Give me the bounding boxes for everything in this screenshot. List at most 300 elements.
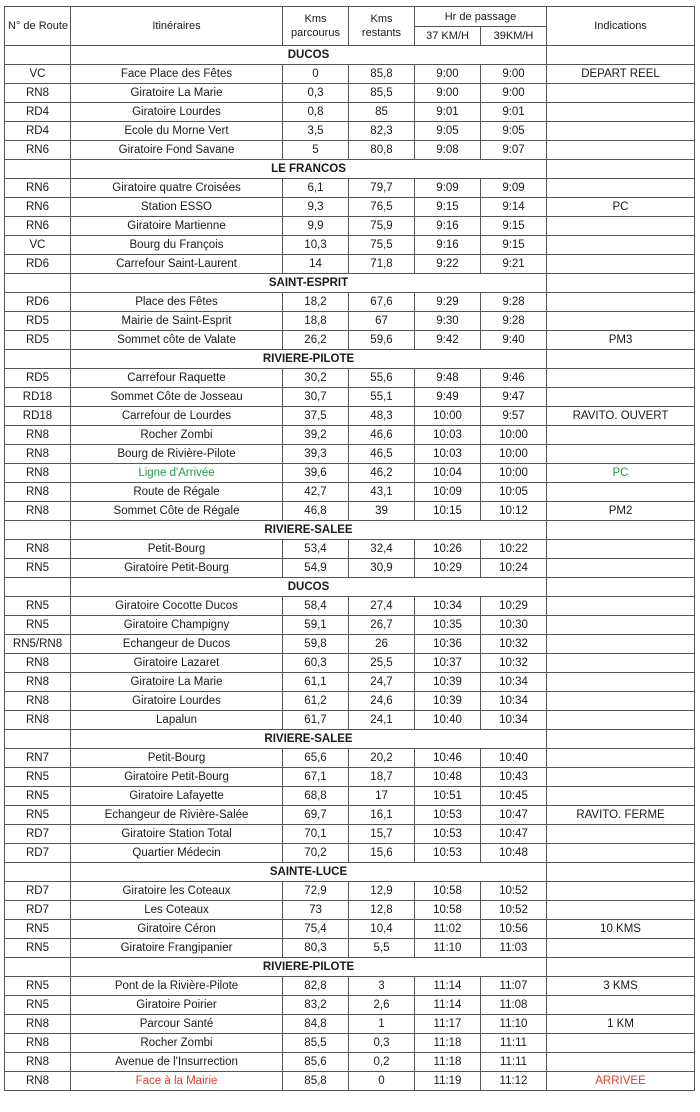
header-hr-passage: Hr de passage: [415, 7, 547, 27]
kms-parcourus-cell: 42,7: [283, 483, 349, 502]
route-cell: RN8: [5, 445, 71, 464]
kms-parcourus-cell: 83,2: [283, 996, 349, 1015]
indication-cell: [547, 882, 695, 901]
section-title: RIVIERE-PILOTE: [71, 350, 547, 369]
header-kms-restants: [349, 7, 415, 46]
indication-cell: [547, 939, 695, 958]
route-cell: RN8: [5, 464, 71, 483]
indication-cell: 1 KM: [547, 1015, 695, 1034]
kms-restants-cell: 85: [349, 103, 415, 122]
kms-parcourus-cell: 61,7: [283, 711, 349, 730]
table-row: [5, 597, 695, 616]
indication-cell: [547, 122, 695, 141]
place-cell: Echangeur de Rivière-Salée: [71, 806, 283, 825]
kms-parcourus-cell: 70,2: [283, 844, 349, 863]
table-row: [5, 122, 695, 141]
table-row: [5, 217, 695, 236]
table-row: [5, 84, 695, 103]
kms-parcourus-cell: 68,8: [283, 787, 349, 806]
place-cell: Giratoire Petit-Bourg: [71, 768, 283, 787]
kms-parcourus-cell: 39,6: [283, 464, 349, 483]
time-39-cell: 10:34: [481, 711, 547, 730]
table-row: [5, 255, 695, 274]
place-cell: Place des Fêtes: [71, 293, 283, 312]
kms-parcourus-cell: 59,8: [283, 635, 349, 654]
table-row: [5, 103, 695, 122]
section-indication-cell: [547, 958, 695, 977]
time-39-cell: 9:00: [481, 65, 547, 84]
route-cell: RN8: [5, 1015, 71, 1034]
time-37-cell: 10:00: [415, 407, 481, 426]
section-title: RIVIERE-SALEE: [71, 521, 547, 540]
time-37-cell: 10:53: [415, 825, 481, 844]
place-cell: Petit-Bourg: [71, 749, 283, 768]
indication-cell: [547, 996, 695, 1015]
route-cell: VC: [5, 65, 71, 84]
kms-parcourus-cell: 26,2: [283, 331, 349, 350]
place-cell: Giratoire les Coteaux: [71, 882, 283, 901]
route-cell: RN8: [5, 84, 71, 103]
place-cell: Pont de la Rivière-Pilote: [71, 977, 283, 996]
place-cell: Giratoire Lourdes: [71, 103, 283, 122]
table-row: [5, 901, 695, 920]
table-row: [5, 749, 695, 768]
route-schedule-table: [4, 6, 695, 1091]
time-39-cell: 9:09: [481, 179, 547, 198]
kms-restants-cell: 20,2: [349, 749, 415, 768]
time-37-cell: 11:14: [415, 977, 481, 996]
indication-cell: [547, 540, 695, 559]
indication-cell: [547, 179, 695, 198]
time-37-cell: 10:39: [415, 673, 481, 692]
kms-restants-cell: 2,6: [349, 996, 415, 1015]
section-indication-cell: [547, 274, 695, 293]
kms-restants-cell: 16,1: [349, 806, 415, 825]
route-cell: RN6: [5, 217, 71, 236]
kms-parcourus-cell: 85,8: [283, 1072, 349, 1091]
kms-restants-cell: 39: [349, 502, 415, 521]
time-37-cell: 10:29: [415, 559, 481, 578]
place-cell: Route de Régale: [71, 483, 283, 502]
time-39-cell: 10:48: [481, 844, 547, 863]
route-cell: RD18: [5, 388, 71, 407]
kms-restants-cell: 46,5: [349, 445, 415, 464]
kms-parcourus-cell: 5: [283, 141, 349, 160]
kms-parcourus-cell: 18,2: [283, 293, 349, 312]
indication-cell: [547, 217, 695, 236]
time-37-cell: 10:03: [415, 445, 481, 464]
section-route-cell: [5, 730, 71, 749]
time-39-cell: 10:43: [481, 768, 547, 787]
indication-cell: [547, 255, 695, 274]
place-cell: Giratoire Poirier: [71, 996, 283, 1015]
indication-cell: [547, 141, 695, 160]
route-cell: RD5: [5, 312, 71, 331]
kms-parcourus-cell: 58,4: [283, 597, 349, 616]
kms-parcourus-cell: 69,7: [283, 806, 349, 825]
time-37-cell: 10:26: [415, 540, 481, 559]
section-route-cell: [5, 160, 71, 179]
time-37-cell: 10:46: [415, 749, 481, 768]
route-cell: RN8: [5, 502, 71, 521]
table-row: [5, 616, 695, 635]
time-37-cell: 9:15: [415, 198, 481, 217]
time-39-cell: 9:05: [481, 122, 547, 141]
table-row: [5, 692, 695, 711]
section-indication-cell: [547, 730, 695, 749]
kms-restants-cell: 15,6: [349, 844, 415, 863]
kms-restants-cell: 0: [349, 1072, 415, 1091]
route-cell: RN5/RN8: [5, 635, 71, 654]
kms-parcourus-cell: 39,3: [283, 445, 349, 464]
section-indication-cell: [547, 863, 695, 882]
indication-cell: [547, 787, 695, 806]
place-cell: Quartier Médecin: [71, 844, 283, 863]
indication-cell: [547, 844, 695, 863]
kms-restants-cell: 32,4: [349, 540, 415, 559]
kms-parcourus-cell: 67,1: [283, 768, 349, 787]
time-37-cell: 10:04: [415, 464, 481, 483]
header-kms-parcourus: [283, 7, 349, 46]
place-cell: Station ESSO: [71, 198, 283, 217]
route-cell: RD5: [5, 369, 71, 388]
section-route-cell: [5, 350, 71, 369]
kms-restants-cell: 12,9: [349, 882, 415, 901]
section-row: [5, 958, 695, 977]
kms-restants-cell: 67: [349, 312, 415, 331]
time-39-cell: 9:00: [481, 84, 547, 103]
kms-parcourus-cell: 65,6: [283, 749, 349, 768]
kms-parcourus-cell: 59,1: [283, 616, 349, 635]
section-row: [5, 274, 695, 293]
table-row: [5, 1015, 695, 1034]
kms-parcourus-cell: 60,3: [283, 654, 349, 673]
header-kms-parcourus-line2: parcourus: [291, 27, 340, 39]
route-cell: RN8: [5, 673, 71, 692]
table-row: [5, 179, 695, 198]
table-row: [5, 236, 695, 255]
time-39-cell: 9:47: [481, 388, 547, 407]
indication-cell: [547, 635, 695, 654]
time-37-cell: 11:18: [415, 1034, 481, 1053]
indication-cell: [547, 483, 695, 502]
indication-cell: [547, 673, 695, 692]
table-row: [5, 996, 695, 1015]
table-body: [5, 46, 695, 1091]
time-37-cell: 11:14: [415, 996, 481, 1015]
route-cell: RN7: [5, 749, 71, 768]
time-37-cell: 9:16: [415, 236, 481, 255]
time-39-cell: 10:00: [481, 445, 547, 464]
table-row: [5, 1034, 695, 1053]
place-cell: Giratoire La Marie: [71, 84, 283, 103]
table-row: [5, 483, 695, 502]
indication-cell: [547, 1053, 695, 1072]
route-cell: RN5: [5, 559, 71, 578]
place-cell: Avenue de l'Insurrection: [71, 1053, 283, 1072]
route-cell: RN8: [5, 654, 71, 673]
section-title: RIVIERE-SALEE: [71, 730, 547, 749]
indication-cell: [547, 236, 695, 255]
kms-restants-cell: 55,1: [349, 388, 415, 407]
kms-restants-cell: 79,7: [349, 179, 415, 198]
time-39-cell: 11:10: [481, 1015, 547, 1034]
time-39-cell: 9:07: [481, 141, 547, 160]
section-route-cell: [5, 274, 71, 293]
time-39-cell: 10:30: [481, 616, 547, 635]
time-37-cell: 10:40: [415, 711, 481, 730]
indication-cell: [547, 312, 695, 331]
time-37-cell: 10:36: [415, 635, 481, 654]
route-cell: RD7: [5, 825, 71, 844]
kms-restants-cell: 24,1: [349, 711, 415, 730]
header-route-number: N° de Route: [5, 7, 71, 46]
table-row: [5, 673, 695, 692]
kms-restants-cell: 18,7: [349, 768, 415, 787]
indication-cell: [547, 293, 695, 312]
kms-parcourus-cell: 61,1: [283, 673, 349, 692]
place-cell: Lapalun: [71, 711, 283, 730]
indication-cell: [547, 559, 695, 578]
kms-restants-cell: 15,7: [349, 825, 415, 844]
indication-cell: [547, 768, 695, 787]
header-itineraire: Itinéraires: [71, 7, 283, 46]
table-row: [5, 464, 695, 483]
table-row: [5, 939, 695, 958]
indication-cell: [547, 445, 695, 464]
kms-parcourus-cell: 14: [283, 255, 349, 274]
kms-restants-cell: 0,2: [349, 1053, 415, 1072]
section-row: [5, 863, 695, 882]
indication-cell: [547, 388, 695, 407]
time-39-cell: 10:00: [481, 464, 547, 483]
time-39-cell: 9:15: [481, 217, 547, 236]
table-row: [5, 407, 695, 426]
time-37-cell: 9:09: [415, 179, 481, 198]
place-cell: Bourg du François: [71, 236, 283, 255]
table-row: [5, 559, 695, 578]
route-cell: RN8: [5, 426, 71, 445]
kms-restants-cell: 26,7: [349, 616, 415, 635]
kms-restants-cell: 30,9: [349, 559, 415, 578]
route-cell: RN6: [5, 141, 71, 160]
time-37-cell: 10:09: [415, 483, 481, 502]
kms-parcourus-cell: 54,9: [283, 559, 349, 578]
place-cell: Giratoire Petit-Bourg: [71, 559, 283, 578]
time-39-cell: 9:14: [481, 198, 547, 217]
table-row: [5, 920, 695, 939]
place-cell: Carrefour de Lourdes: [71, 407, 283, 426]
table-row: [5, 787, 695, 806]
time-37-cell: 10:34: [415, 597, 481, 616]
table-row: [5, 198, 695, 217]
table-row: [5, 1053, 695, 1072]
time-39-cell: 10:00: [481, 426, 547, 445]
route-cell: RD6: [5, 293, 71, 312]
table-row: [5, 502, 695, 521]
place-cell: Giratoire Martienne: [71, 217, 283, 236]
time-37-cell: 9:00: [415, 65, 481, 84]
section-route-cell: [5, 578, 71, 597]
route-cell: RN6: [5, 198, 71, 217]
route-cell: RN8: [5, 692, 71, 711]
time-39-cell: 10:40: [481, 749, 547, 768]
kms-restants-cell: 55,6: [349, 369, 415, 388]
indication-cell: [547, 426, 695, 445]
time-37-cell: 10:03: [415, 426, 481, 445]
route-cell: RD7: [5, 882, 71, 901]
kms-restants-cell: 80,8: [349, 141, 415, 160]
time-39-cell: 10:45: [481, 787, 547, 806]
route-cell: RN8: [5, 1034, 71, 1053]
time-37-cell: 9:05: [415, 122, 481, 141]
kms-parcourus-cell: 10,3: [283, 236, 349, 255]
place-cell: Giratoire quatre Croisées: [71, 179, 283, 198]
place-cell: Giratoire Station Total: [71, 825, 283, 844]
route-cell: RD5: [5, 331, 71, 350]
kms-restants-cell: 10,4: [349, 920, 415, 939]
kms-parcourus-cell: 85,6: [283, 1053, 349, 1072]
header-kms-restants-line2: restants: [361, 27, 402, 39]
time-37-cell: 9:48: [415, 369, 481, 388]
route-cell: RN5: [5, 996, 71, 1015]
kms-parcourus-cell: 9,3: [283, 198, 349, 217]
kms-restants-cell: 43,1: [349, 483, 415, 502]
route-cell: RN5: [5, 768, 71, 787]
time-37-cell: 9:29: [415, 293, 481, 312]
kms-restants-cell: 1: [349, 1015, 415, 1034]
time-37-cell: 11:10: [415, 939, 481, 958]
time-39-cell: 10:05: [481, 483, 547, 502]
kms-parcourus-cell: 30,2: [283, 369, 349, 388]
kms-restants-cell: 85,8: [349, 65, 415, 84]
route-cell: RN5: [5, 787, 71, 806]
place-cell: Giratoire Frangipanier: [71, 939, 283, 958]
time-37-cell: 10:58: [415, 901, 481, 920]
table-row: [5, 711, 695, 730]
table-row: [5, 768, 695, 787]
section-indication-cell: [547, 521, 695, 540]
route-cell: RN8: [5, 1072, 71, 1091]
table-row: [5, 65, 695, 84]
place-cell: Parcour Santé: [71, 1015, 283, 1034]
time-37-cell: 9:00: [415, 84, 481, 103]
kms-parcourus-cell: 9,9: [283, 217, 349, 236]
section-row: [5, 578, 695, 597]
route-cell: RN8: [5, 711, 71, 730]
time-37-cell: 9:49: [415, 388, 481, 407]
section-indication-cell: [547, 350, 695, 369]
route-cell: RN5: [5, 616, 71, 635]
time-39-cell: 9:15: [481, 236, 547, 255]
indication-cell: [547, 901, 695, 920]
kms-restants-cell: 3: [349, 977, 415, 996]
route-cell: RN8: [5, 1053, 71, 1072]
header-kms-restants-line1: Kms: [370, 13, 393, 25]
header-speed-39: 39KM/H: [481, 27, 547, 46]
indication-cell: PC: [547, 198, 695, 217]
indication-cell: [547, 1034, 695, 1053]
indication-cell: [547, 369, 695, 388]
header-speed-37: 37 KM/H: [415, 27, 481, 46]
place-cell: Mairie de Saint-Esprit: [71, 312, 283, 331]
time-39-cell: 9:46: [481, 369, 547, 388]
place-cell: Ecole du Morne Vert: [71, 122, 283, 141]
kms-restants-cell: 25,5: [349, 654, 415, 673]
time-37-cell: 11:18: [415, 1053, 481, 1072]
time-39-cell: 10:34: [481, 692, 547, 711]
section-title: DUCOS: [71, 46, 547, 65]
kms-parcourus-cell: 30,7: [283, 388, 349, 407]
time-39-cell: 10:12: [481, 502, 547, 521]
kms-restants-cell: 27,4: [349, 597, 415, 616]
route-cell: VC: [5, 236, 71, 255]
kms-restants-cell: 17: [349, 787, 415, 806]
time-39-cell: 10:32: [481, 654, 547, 673]
time-37-cell: 11:02: [415, 920, 481, 939]
time-37-cell: 11:19: [415, 1072, 481, 1091]
time-37-cell: 10:35: [415, 616, 481, 635]
kms-restants-cell: 24,6: [349, 692, 415, 711]
time-39-cell: 10:47: [481, 806, 547, 825]
section-route-cell: [5, 863, 71, 882]
place-cell: Sommet Côte de Josseau: [71, 388, 283, 407]
kms-restants-cell: 12,8: [349, 901, 415, 920]
section-title: DUCOS: [71, 578, 547, 597]
kms-parcourus-cell: 46,8: [283, 502, 349, 521]
place-cell: Les Coteaux: [71, 901, 283, 920]
kms-restants-cell: 82,3: [349, 122, 415, 141]
indication-cell: [547, 654, 695, 673]
route-cell: RN8: [5, 540, 71, 559]
time-39-cell: 11:11: [481, 1034, 547, 1053]
table-row: [5, 882, 695, 901]
kms-parcourus-cell: 37,5: [283, 407, 349, 426]
indication-cell: PC: [547, 464, 695, 483]
place-cell: Sommet Côte de Régale: [71, 502, 283, 521]
section-indication-cell: [547, 578, 695, 597]
route-cell: RD6: [5, 255, 71, 274]
time-39-cell: 9:28: [481, 312, 547, 331]
indication-cell: 10 KMS: [547, 920, 695, 939]
section-route-cell: [5, 521, 71, 540]
kms-restants-cell: 59,6: [349, 331, 415, 350]
time-37-cell: 9:22: [415, 255, 481, 274]
time-39-cell: 10:29: [481, 597, 547, 616]
kms-parcourus-cell: 0: [283, 65, 349, 84]
route-cell: RD7: [5, 844, 71, 863]
kms-restants-cell: 71,8: [349, 255, 415, 274]
time-39-cell: 9:40: [481, 331, 547, 350]
kms-restants-cell: 75,5: [349, 236, 415, 255]
place-cell: Giratoire Champigny: [71, 616, 283, 635]
indication-cell: [547, 692, 695, 711]
place-cell: Giratoire Céron: [71, 920, 283, 939]
kms-restants-cell: 67,6: [349, 293, 415, 312]
time-39-cell: 9:21: [481, 255, 547, 274]
indication-cell: [547, 616, 695, 635]
section-route-cell: [5, 958, 71, 977]
table-row: [5, 654, 695, 673]
indication-cell: [547, 749, 695, 768]
route-cell: RD18: [5, 407, 71, 426]
kms-parcourus-cell: 6,1: [283, 179, 349, 198]
section-indication-cell: [547, 160, 695, 179]
route-cell: RN5: [5, 939, 71, 958]
kms-restants-cell: 5,5: [349, 939, 415, 958]
section-title: SAINTE-LUCE: [71, 863, 547, 882]
time-39-cell: 10:47: [481, 825, 547, 844]
